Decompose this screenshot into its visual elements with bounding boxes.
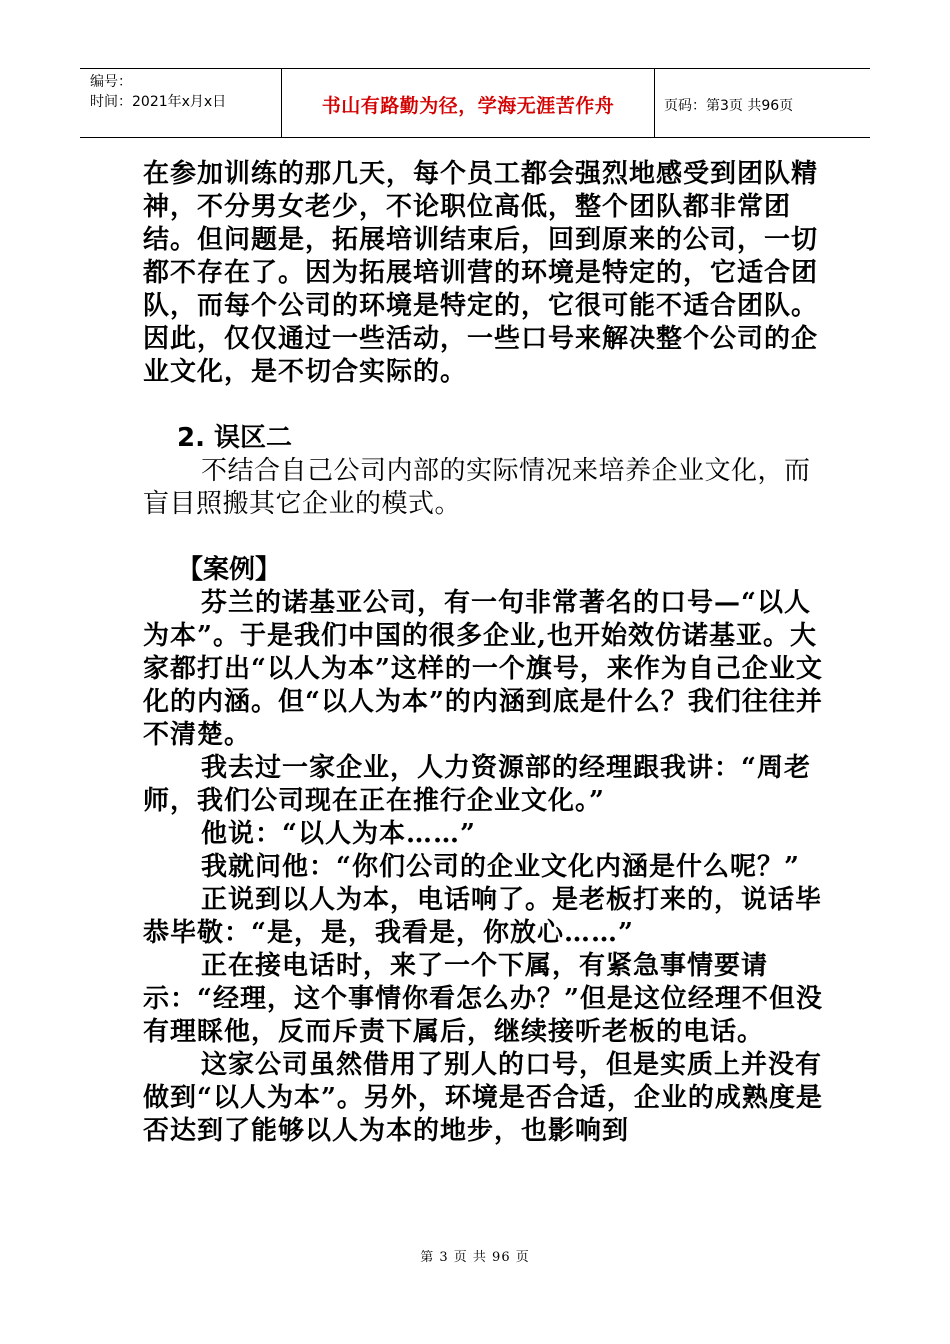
- number-label: 编号：: [90, 74, 132, 90]
- header-page-info: 页码：第3页 共96页: [664, 98, 794, 114]
- paragraph: 不结合自己公司内部的实际情况来培养企业文化，而盲目照搬其它企业的模式。: [143, 456, 811, 519]
- paragraph: 我就问他：“你们公司的企业文化内涵是什么呢？”: [201, 852, 800, 882]
- case-label: 【案例】: [177, 555, 282, 585]
- paragraph: 正说到以人为本，电话响了。是老板打来的，说话毕恭毕敬：“是，是，我看是，你放心……”: [143, 885, 823, 948]
- paragraph: 我去过一家企业，人力资源部的经理跟我讲：“周老师，我们公司现在正在推行企业文化。”: [143, 753, 811, 816]
- date-label: 时间：2021年x月x日: [90, 94, 227, 110]
- document-body: [143, 158, 823, 1148]
- page-footer: 第 3 页 共 96 页: [420, 1250, 530, 1265]
- paragraph: 芬兰的诺基亚公司，有一句非常著名的口号—“以人为本”。于是我们中国的很多企业,也开始效仿诺基亚。大家都打出“以人为本”这样的一个旗号，来作为自己企业文化的内涵。但“以人为本”的内涵到底是什么？我们往往并不清楚。: [143, 588, 823, 750]
- header-motto: 书山有路勤为径，学海无涯苦作舟: [321, 95, 615, 117]
- paragraph: 他说：“以人为本……”: [201, 819, 476, 849]
- paragraph: 正在接电话时，来了一个下属，有紧急事情要请示：“经理，这个事情你看怎么办？”但是这位经理不但没有理睬他，反而斥责下属后，继续接听老板的电话。: [143, 951, 823, 1047]
- paragraph: 这家公司虽然借用了别人的口号，但是实质上并没有做到“以人为本”。另外，环境是否合适，企业的成熟度是否达到了能够以人为本的地步，也影响到: [143, 1050, 823, 1146]
- section-heading: 2. 误区二: [177, 423, 293, 453]
- header-divider: [654, 69, 655, 137]
- document-header: [80, 68, 870, 138]
- paragraph: 在参加训练的那几天，每个员工都会强烈地感受到团队精神，不分男女老少，不论职位高低，整个团队都非常团结。但问题是，拓展培训结束后，回到原来的公司，一切都不存在了。因为拓展培训营的环境是特定的，它适合团队，而每个公司的环境是特定的，它很可能不适合团队。因此，仅仅通过一些活动，一些口号来解决整个公司的企业文化，是不切合实际的。: [143, 159, 819, 387]
